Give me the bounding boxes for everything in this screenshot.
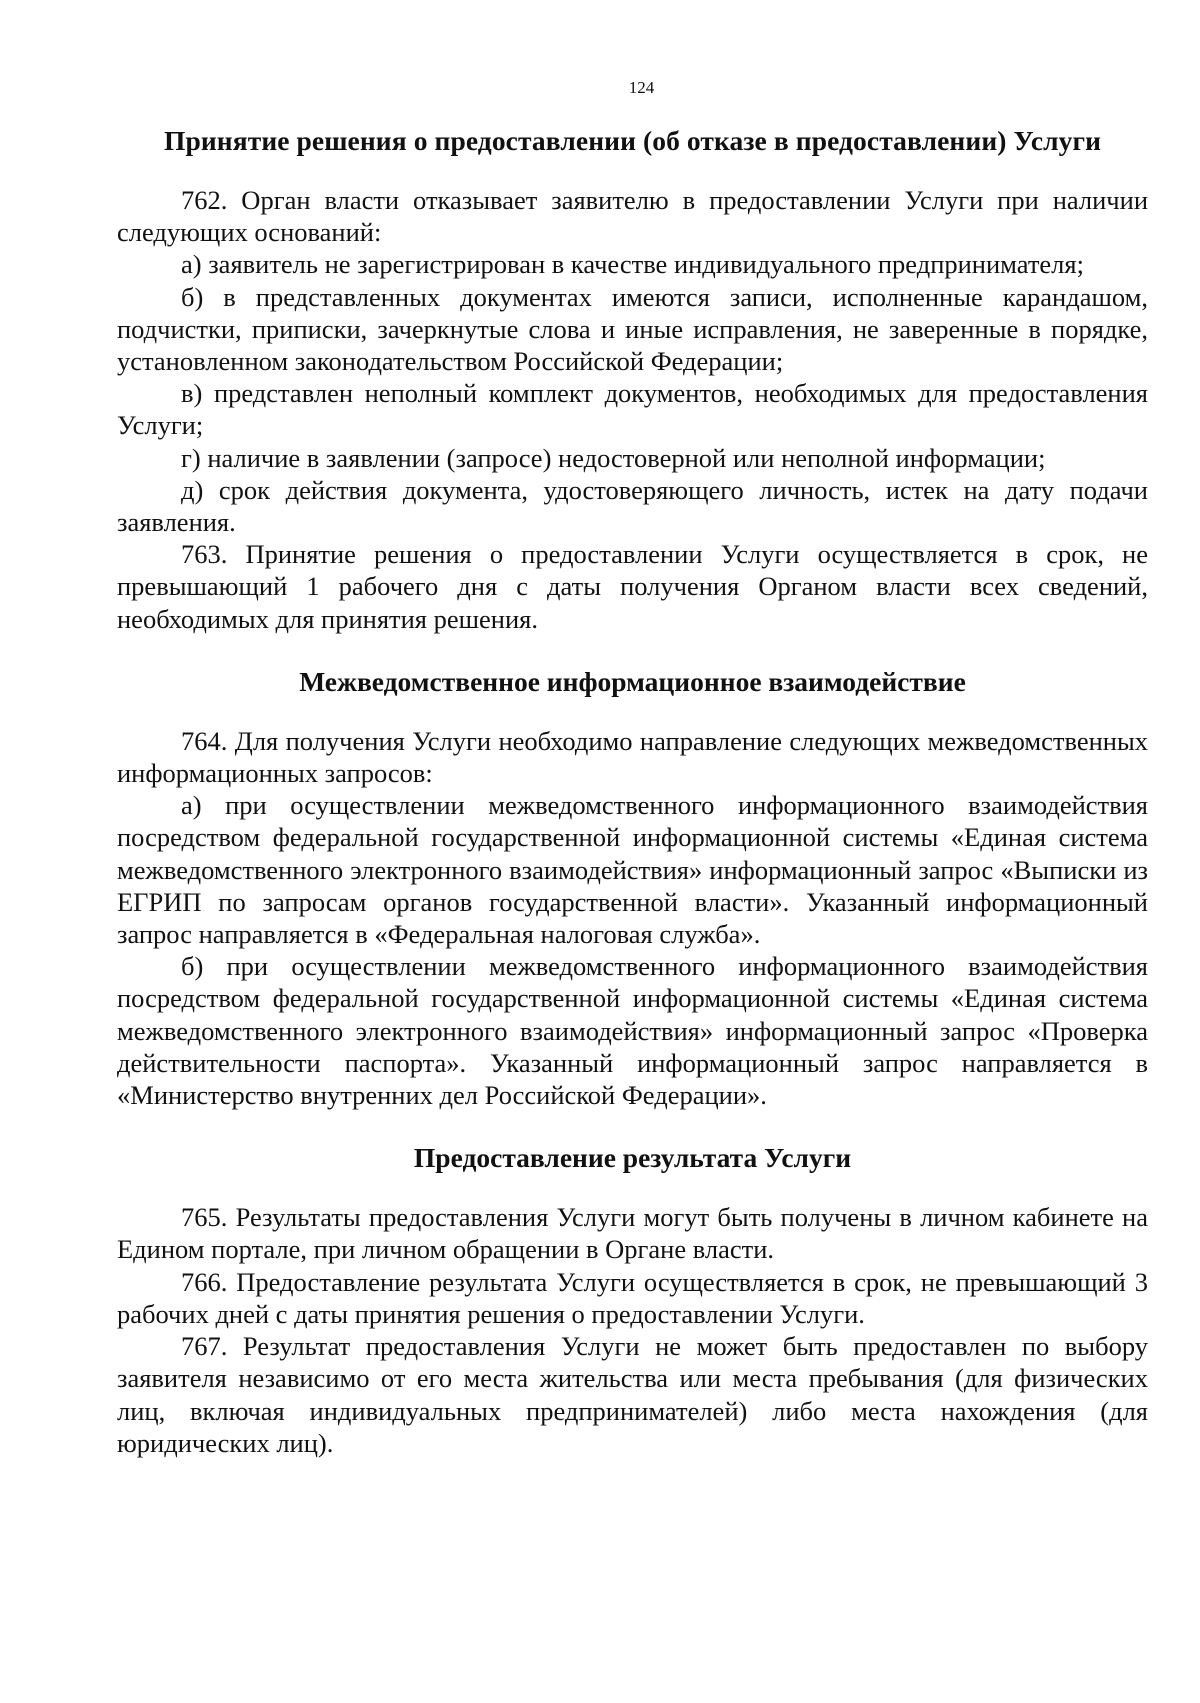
- section-body-decision: [117, 184, 1148, 635]
- paragraph-762-a: а) заявитель не зарегистрирован в качестве индивидуального предпринимателя;: [181, 249, 1084, 280]
- section-body-result: [117, 1201, 1148, 1459]
- section-heading-result: Предоставление результата Услуги: [413, 1142, 852, 1174]
- paragraph-762-g: г) наличие в заявлении (запросе) недостоверной или неполной информации;: [181, 442, 1046, 473]
- section-heading-decision: Принятие решения о предоставлении (об отказе в предоставлении) Услуги: [163, 125, 1102, 156]
- paragraph-765: 765. Результаты предоставления Услуги могут быть получены в личном кабинете на Едином портале, при личном обращении в Органе власти.: [117, 1202, 1148, 1265]
- paragraph-762-b: б) в представленных документах имеются записи, исполненные карандашом, подчистки, приписки, зачеркнутые слова и иные исправления, не заверенные в порядке, установленном законодательством Российской Федерации;: [117, 281, 1148, 377]
- paragraph-766: 766. Предоставление результата Услуги осуществляется в срок, не превышающий 3 рабочих дней с даты принятия решения о предоставлении Услуги.: [117, 1266, 1148, 1329]
- page-number: 124: [628, 78, 655, 97]
- paragraph-767: 767. Результат предоставления Услуги не может быть предоставлен по выбору заявителя независимо от его места жительства или места пребывания (для физических лиц, включая индивидуальных предпринимателей) либо места нахождения (для юридических лиц).: [117, 1331, 1148, 1458]
- paragraph-764-b: б) при осуществлении межведомственного информационного взаимодействия посредством федеральной государственной информационной системы «Единая система межведомственного электронного взаимодействия» информационный запрос «Проверка действительности паспорта». Указанный информационный запрос направляется в «Министерство внутренних дел Российской Федерации».: [117, 951, 1148, 1111]
- section-heading-interagency: Межведомственное информационное взаимодействие: [299, 665, 966, 697]
- paragraph-762-d: д) срок действия документа, удостоверяющего личность, истек на дату подачи заявления.: [117, 474, 1148, 538]
- paragraph-763: 763. Принятие решения о предоставлении Услуги осуществляется в срок, не превышающий 1 рабочего дня с даты получения Органом власти всех сведений, необходимых для принятия решения.: [117, 539, 1148, 634]
- paragraph-762: 762. Орган власти отказывает заявителю в предоставлении Услуги при наличии следующих оснований:: [117, 185, 1148, 248]
- paragraph-764: 764. Для получения Услуги необходимо направление следующих межведомственных информационных запросов:: [117, 725, 1148, 789]
- paragraph-764-a: а) при осуществлении межведомственного информационного взаимодействия посредством федеральной государственной информационной системы «Единая система межведомственного электронного взаимодействия» информационный запрос «Выписки из ЕГРИП по запросам органов государственной власти». Указанный информационный запрос направляется в «Федеральная налоговая служба».: [117, 790, 1148, 950]
- section-body-interagency: [117, 725, 1148, 1111]
- document-page: [117, 78, 1148, 1459]
- paragraph-762-v: в) представлен неполный комплект документов, необходимых для предоставления Услуги;: [117, 378, 1148, 441]
